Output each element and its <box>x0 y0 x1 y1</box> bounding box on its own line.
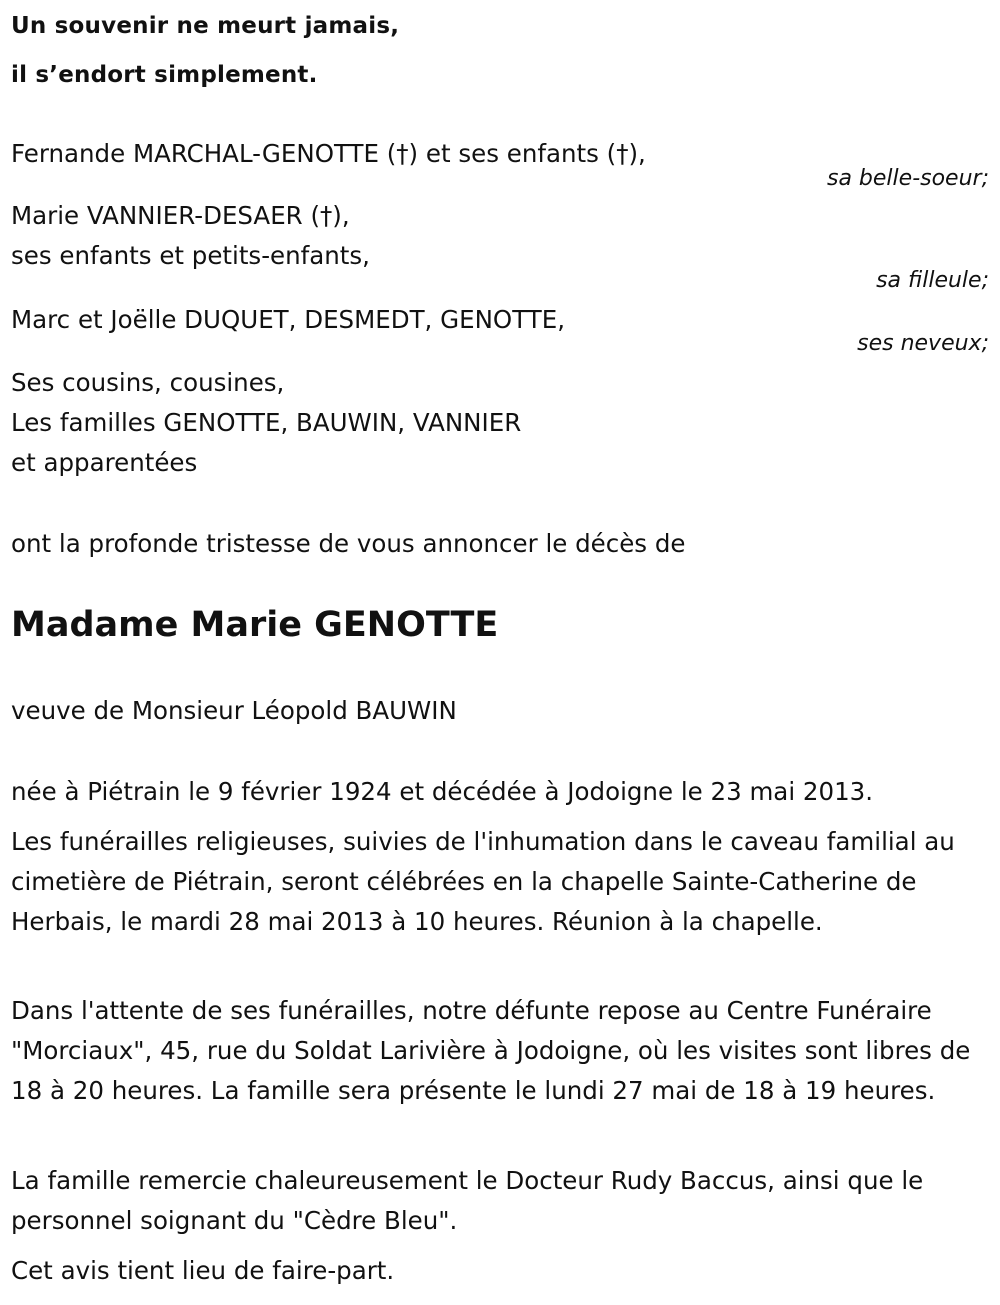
motto-line-2: il s’endort simplement. <box>11 62 318 88</box>
thanks-text: La famille remercie chaleureusement le Docteur Rudy Baccus, ainsi que le personnel soignant du "Cèdre Bleu". <box>11 1166 924 1235</box>
family-entry-4-line-2: Les familles GENOTTE, BAUWIN, VANNIER <box>11 408 522 437</box>
announcement-text: ont la profonde tristesse de vous annoncer le décès de <box>11 529 686 558</box>
family-entry-3: Marc et Joëlle DUQUET, DESMEDT, GENOTTE, <box>11 305 565 334</box>
closing-text: Cet avis tient lieu de faire-part. <box>11 1256 395 1285</box>
widow-of-text: veuve de Monsieur Léopold BAUWIN <box>11 696 457 725</box>
deceased-name: Madame Marie GENOTTE <box>11 605 499 645</box>
family-entry-4-line-1: Ses cousins, cousines, <box>11 368 285 397</box>
family-entry-2-role: sa filleule; <box>876 268 989 293</box>
family-entry-3-role: ses neveux; <box>857 331 989 356</box>
family-entry-4-line-3: et apparentées <box>11 448 198 477</box>
family-entry-2-line-2: ses enfants et petits-enfants, <box>11 241 370 270</box>
motto-line-1: Un souvenir ne meurt jamais, <box>11 13 400 39</box>
visitation-text: Dans l'attente de ses funérailles, notre défunte repose au Centre Funéraire "Morciaux", 45, rue du Soldat Larivière à Jodoigne, où les visites sont libres de 18 à 20 heures. La famille sera présente le lundi 27 mai de 18 à 19 heures. <box>11 996 971 1105</box>
family-entry-1: Fernande MARCHAL-GENOTTE (†) et ses enfants (†), <box>11 139 646 168</box>
birth-death-text: née à Piétrain le 9 février 1924 et décédée à Jodoigne le 23 mai 2013. <box>11 777 874 806</box>
funeral-text: Les funérailles religieuses, suivies de l'inhumation dans le caveau familial au cimetière de Piétrain, seront célébrées en la chapelle Sainte-Catherine de Herbais, le mardi 28 mai 2013 à 10 heures. Réunion à la chapelle. <box>11 827 955 936</box>
family-entry-1-role: sa belle-soeur; <box>827 166 989 191</box>
family-entry-2-line-1: Marie VANNIER-DESAER (†), <box>11 201 350 230</box>
